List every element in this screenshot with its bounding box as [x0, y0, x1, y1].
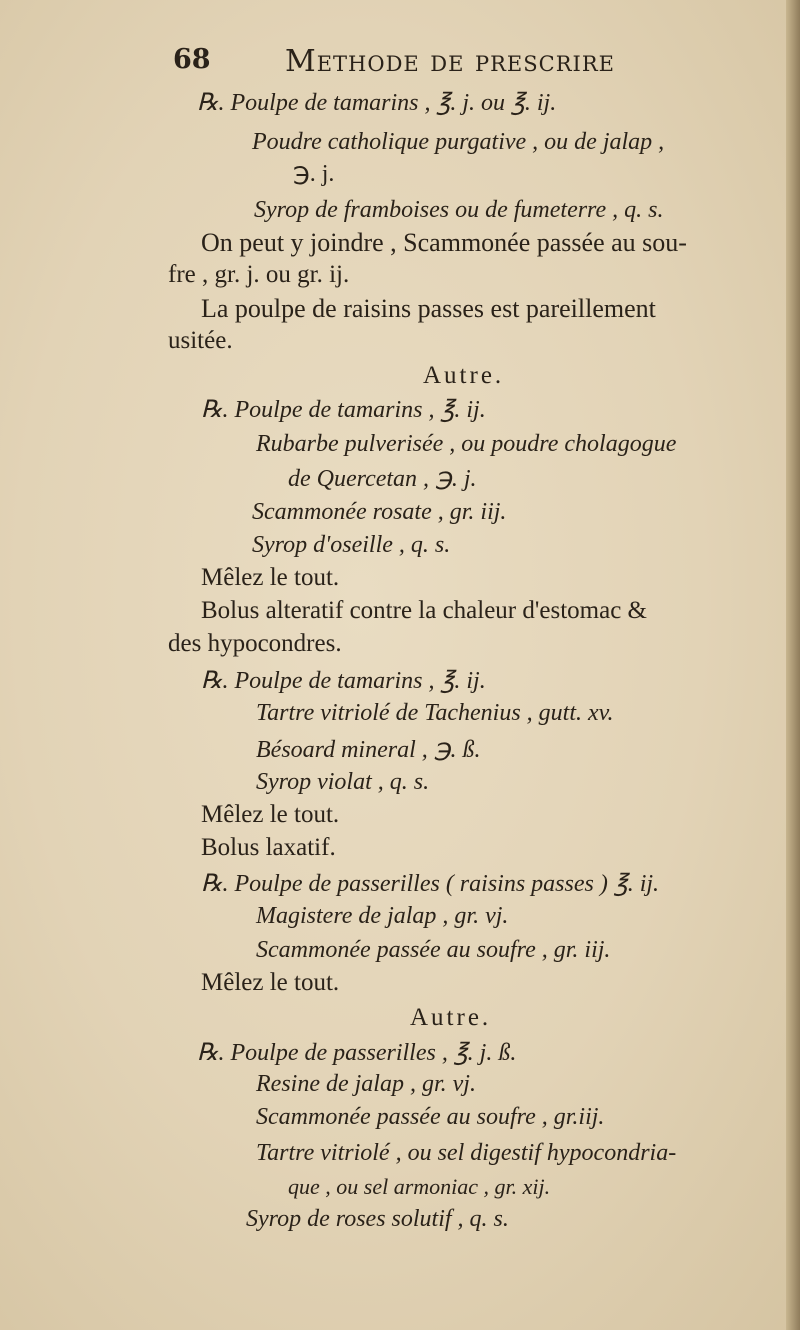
text-line: Magistere de jalap , gr. vj.: [256, 903, 509, 929]
text-line: Mêlez le tout.: [201, 801, 340, 828]
section-heading: Autre.: [410, 1004, 492, 1031]
text-line: Bésoard mineral , ℈. ß.: [256, 737, 481, 763]
text-line: Scammonée rosate , gr. iij.: [252, 499, 507, 525]
text-line: ℈. j.: [293, 161, 335, 187]
text-line: de Quercetan , ℈. j.: [288, 466, 477, 492]
text-line: Poudre catholique purgative , ou de jalap ,: [252, 129, 665, 155]
text-line: fre , gr. j. ou gr. ij.: [168, 261, 350, 288]
text-line: Bolus alteratif contre la chaleur d'estomac &: [201, 597, 647, 624]
page-number: 68: [173, 44, 211, 75]
text-line: La poulpe de raisins passes est pareillement: [201, 294, 656, 323]
text-line: Tartre vitriolé de Tachenius , gutt. xv.: [256, 700, 614, 726]
text-line: ℞. Poulpe de tamarins , ℥. ij.: [201, 397, 486, 423]
text-line: Tartre vitriolé , ou sel digestif hypocondria-: [256, 1140, 677, 1166]
text-line: Rubarbe pulverisée , ou poudre cholagogue: [256, 431, 677, 457]
page-edge: [786, 0, 800, 1330]
text-line: ℞. Poulpe de passerilles ( raisins passes ) ℥. ij.: [201, 871, 660, 897]
text-line: usitée.: [168, 327, 233, 354]
text-line: Scammonée passée au soufre , gr. iij.: [256, 937, 611, 963]
text-line: que , ou sel armoniac , gr. xij.: [288, 1174, 551, 1199]
page-header: [0, 44, 800, 90]
text-line: On peut y joindre , Scammonée passée au sou-: [201, 228, 687, 257]
text-line: Syrop d'oseille , q. s.: [252, 532, 451, 558]
text-line: Mêlez le tout.: [201, 564, 340, 591]
text-line: des hypocondres.: [168, 630, 342, 657]
text-line: Syrop de roses solutif , q. s.: [246, 1206, 509, 1232]
text-line: Resine de jalap , gr. vj.: [256, 1071, 476, 1097]
text-line: ℞. Poulpe de tamarins , ℥. ij.: [201, 668, 486, 694]
text-line: Scammonée passée au soufre , gr.iij.: [256, 1104, 605, 1130]
text-line: ℞. Poulpe de passerilles , ℥. j. ß.: [197, 1040, 517, 1066]
text-line: ℞. Poulpe de tamarins , ℥. j. ou ℥. ij.: [197, 90, 557, 116]
text-line: Bolus laxatif.: [201, 834, 336, 861]
section-heading: Autre.: [423, 362, 505, 389]
running-title: Methode de prescrire: [285, 44, 615, 79]
text-line: Mêlez le tout.: [201, 969, 340, 996]
text-line: Syrop de framboises ou de fumeterre , q. s.: [254, 197, 664, 223]
text-line: Syrop violat , q. s.: [256, 769, 430, 795]
